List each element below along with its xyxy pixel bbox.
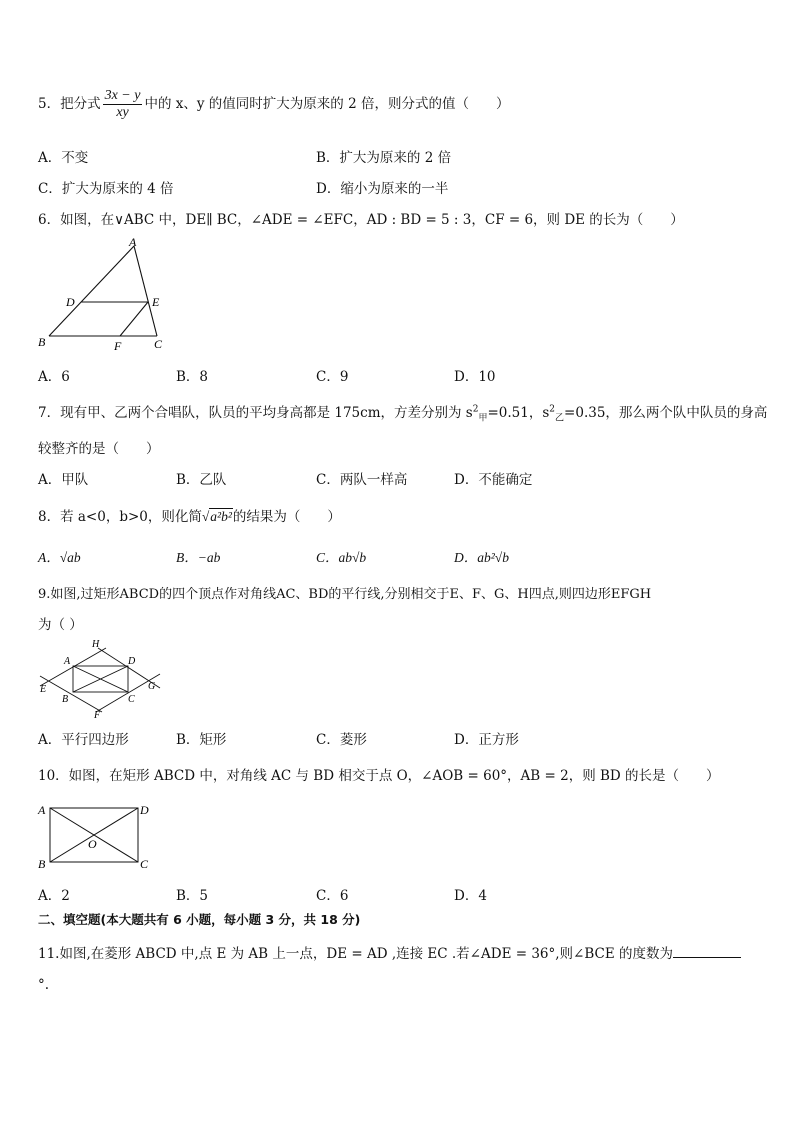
- q9-option-b[interactable]: B．矩形: [176, 732, 227, 748]
- q10-option-b[interactable]: B．5: [176, 888, 209, 904]
- q5-stem: [38, 88, 509, 121]
- q9-option-a[interactable]: A．平行四边形: [38, 732, 129, 748]
- q8-option-c[interactable]: C．ab√b: [316, 550, 367, 565]
- q7-option-c[interactable]: C．两队一样高: [316, 472, 408, 488]
- q6-label-a: A: [129, 235, 137, 249]
- q5-suffix: 中的 x、y 的值同时扩大为原来的 2 倍，则分式的值（ ）: [144, 96, 510, 112]
- q10-label-d: D: [140, 803, 149, 817]
- q8-text-a: 8．若 a<0，b>0，则化简: [38, 509, 202, 525]
- q9-label-g: G: [148, 681, 156, 692]
- q6-label-c: C: [154, 337, 163, 351]
- q6-option-b[interactable]: B．8: [176, 369, 209, 385]
- q9-label-h: H: [92, 639, 100, 650]
- q8-radicand: a²b²: [210, 509, 232, 524]
- q8-option-d[interactable]: D．ab²√b: [454, 550, 509, 565]
- q8-text-b: 的结果为（ ）: [232, 509, 341, 525]
- q6-stem: 6．如图，在∨ABC 中，DE∥ BC，∠ADE = ∠EFC，AD : BD = 5 : 3，CF = 6，则 DE 的长为（ ）: [38, 212, 684, 228]
- q7-mid: =0.51，s: [487, 405, 550, 421]
- q11-text: 11.如图,在菱形 ABCD 中,点 E 为 AB 上一点，DE = AD ,连接 EC .若∠ADE = 36°,则∠BCE 的度数为: [38, 946, 673, 962]
- q9-label-b: B: [62, 694, 69, 705]
- q9-label-c: C: [128, 694, 135, 705]
- q6-option-c[interactable]: C．9: [316, 369, 349, 385]
- q6-label-b: B: [38, 335, 46, 349]
- q6-label-e: E: [152, 295, 160, 309]
- q7-sub-jia: 甲: [478, 413, 488, 424]
- q5-option-b[interactable]: B．扩大为原来的 2 倍: [316, 150, 452, 166]
- q8-sqrt: √a²b²: [201, 509, 232, 524]
- q5-option-a[interactable]: A．不变: [38, 150, 89, 166]
- q8-option-a[interactable]: A．√ab: [38, 550, 81, 565]
- q5-frac-numerator: 3x − y: [104, 88, 141, 103]
- q8-option-b[interactable]: B．−ab: [176, 550, 221, 565]
- q10-figure: [36, 798, 156, 874]
- q7-stem-line2: 较整齐的是（ ）: [38, 441, 160, 457]
- q5-prefix: 5．把分式: [38, 96, 101, 112]
- q8-stem: [38, 505, 341, 525]
- q6-label-f: F: [114, 339, 122, 353]
- q6-label-d: D: [66, 295, 75, 309]
- q6-option-a[interactable]: A．6: [38, 369, 70, 385]
- q10-label-b: B: [38, 857, 46, 871]
- q10-stem: 10．如图，在矩形 ABCD 中，对角线 AC 与 BD 相交于点 O，∠AOB = 60°，AB = 2，则 BD 的长是（ ）: [38, 768, 720, 784]
- q9-label-d: D: [128, 656, 136, 667]
- q7-option-d[interactable]: D．不能确定: [454, 472, 533, 488]
- q9-figure: [36, 636, 166, 722]
- q9-label-a: A: [64, 656, 71, 667]
- q9-stem-line2: 为（ ）: [38, 617, 83, 633]
- q7-sub-yi: 乙: [555, 413, 565, 424]
- q10-label-c: C: [140, 857, 149, 871]
- q5-frac-denominator: xy: [116, 105, 129, 120]
- q7-option-a[interactable]: A．甲队: [38, 472, 89, 488]
- q6-figure: [36, 234, 168, 354]
- q9-option-d[interactable]: D．正方形: [454, 732, 519, 748]
- q9-label-e: E: [40, 684, 47, 695]
- q7-option-b[interactable]: B．乙队: [176, 472, 227, 488]
- q10-option-c[interactable]: C．6: [316, 888, 349, 904]
- q5-option-c[interactable]: C．扩大为原来的 4 倍: [38, 181, 174, 197]
- q11-answer-blank[interactable]: [673, 945, 741, 958]
- q5-fraction: [103, 88, 143, 121]
- q9-label-f: F: [94, 710, 101, 721]
- q7-stem-line1: 7．现有甲、乙两个合唱队，队员的平均身高都是 175cm，方差分别为 $s^2_甲=0.51$，$s^2_乙=0.35$，那么两个队中队员的身高: [38, 404, 768, 424]
- q10-label-o: O: [88, 837, 97, 851]
- q11-stem-line2: °.: [38, 977, 50, 993]
- q10-label-a: A: [38, 803, 46, 817]
- q11-stem: [38, 942, 741, 962]
- q5-option-d[interactable]: D．缩小为原来的一半: [316, 181, 449, 197]
- q9-stem-line1: 9.如图,过矩形ABCD的四个顶点作对角线AC、BD的平行线,分别相交于E、F、G、H四点,则四边形EFGH: [38, 587, 652, 602]
- q7-text-b: =0.35，那么两个队中队员的身高: [564, 405, 768, 421]
- q10-option-d[interactable]: D．4: [454, 888, 487, 904]
- section-heading-fill-in: 二、填空题(本大题共有 6 小题，每小题 3 分，共 18 分): [38, 912, 361, 927]
- q7-text-a: 7．现有甲、乙两个合唱队，队员的平均身高都是 175cm，方差分别为 s: [38, 405, 473, 421]
- q9-option-c[interactable]: C．菱形: [316, 732, 367, 748]
- q10-option-a[interactable]: A．2: [38, 888, 70, 904]
- q6-option-d[interactable]: D．10: [454, 369, 496, 385]
